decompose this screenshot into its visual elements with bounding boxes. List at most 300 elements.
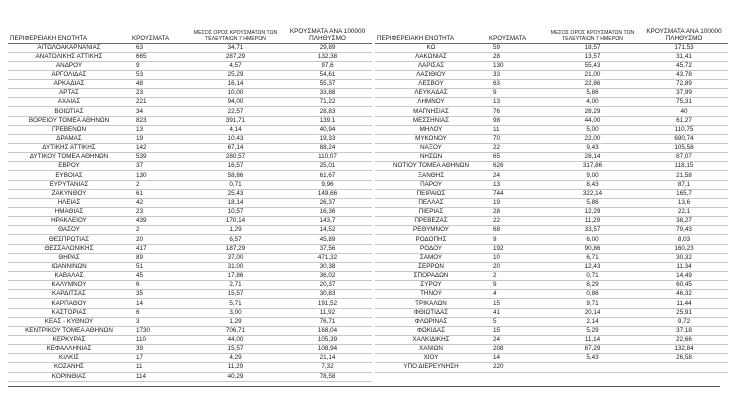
rate-cell: 14,49 bbox=[676, 272, 692, 280]
cases-cell: 65 bbox=[493, 153, 501, 161]
region-cell: ΘΕΣΠΡΩΤΙΑΣ bbox=[48, 235, 90, 243]
region-cell: ΕΒΡΟΥ bbox=[58, 162, 80, 170]
region-cell: ΦΘΙΩΤΙΔΑΣ bbox=[413, 308, 449, 316]
cases-cell: 130 bbox=[493, 61, 504, 69]
cases-cell: 34 bbox=[136, 107, 144, 115]
region-cell: ΑΡΓΟΛΙΔΑΣ bbox=[51, 70, 87, 78]
cases-cell: 192 bbox=[493, 244, 504, 252]
region-cell: ΧΑΛΚΙΔΙΚΗΣ bbox=[412, 336, 450, 344]
region-cell: ΦΩΚΙΔΑΣ bbox=[417, 326, 445, 334]
avg-cell: 33,57 bbox=[584, 226, 601, 234]
cases-cell: 439 bbox=[136, 217, 147, 225]
avg-cell: 0,71 bbox=[229, 180, 242, 188]
avg-cell: 44,00 bbox=[584, 116, 601, 124]
region-cell: ΠΑΡΟΥ bbox=[420, 180, 442, 188]
rate-cell: 54,61 bbox=[319, 70, 336, 78]
region-cell: ΗΜΑΘΙΑΣ bbox=[54, 208, 84, 216]
region-cell: ΔΡΑΜΑΣ bbox=[56, 134, 82, 142]
table-row bbox=[8, 336, 372, 345]
table-row bbox=[8, 61, 372, 70]
avg-cell: 6,57 bbox=[229, 235, 242, 243]
avg-cell: 11,14 bbox=[584, 336, 601, 344]
table-row bbox=[8, 80, 372, 89]
avg-cell: 5,86 bbox=[586, 89, 599, 97]
avg-cell: 15,57 bbox=[227, 345, 244, 353]
region-cell: ΛΑΣΙΘΙΟΥ bbox=[416, 70, 446, 78]
region-cell: ΛΕΣΒΟΥ bbox=[418, 80, 444, 88]
region-cell: ΑΡΤΑΣ bbox=[59, 89, 79, 97]
region-cell: ΔΥΤΙΚΗΣ ΑΤΤΙΚΗΣ bbox=[42, 144, 96, 152]
rate-cell: 72,89 bbox=[676, 80, 692, 88]
rate-cell: 11,92 bbox=[319, 308, 336, 316]
avg-cell: 4,57 bbox=[229, 61, 242, 69]
cases-cell: 4 bbox=[493, 290, 497, 298]
cases-cell: 1730 bbox=[136, 326, 151, 334]
rate-cell bbox=[640, 363, 728, 372]
rate-cell: 149,66 bbox=[317, 189, 338, 197]
region-cell: ΠΕΛΛΑΣ bbox=[418, 198, 444, 206]
table-row bbox=[8, 262, 372, 271]
region-cell: ΥΠΟ ΔΙΕΡΕΥΝΗΣΗ bbox=[403, 363, 459, 371]
region-cell: ΑΝΑΤΟΛΙΚΗΣ ΑΤΤΙΚΗΣ bbox=[35, 52, 103, 60]
rate-cell: 36,02 bbox=[319, 272, 336, 280]
avg-cell: 12,29 bbox=[584, 208, 601, 216]
avg-cell: 31,00 bbox=[227, 262, 244, 270]
region-cell: ΙΩΑΝΝΙΝΩΝ bbox=[51, 262, 87, 270]
rate-cell: 88,24 bbox=[319, 144, 336, 152]
region-cell: ΑΡΚΑΔΙΑΣ bbox=[53, 80, 85, 88]
left-table-body bbox=[8, 43, 372, 381]
rate-cell: 690,74 bbox=[674, 134, 694, 142]
table-row bbox=[375, 171, 728, 180]
avg-cell: 317,86 bbox=[582, 162, 603, 170]
table-row bbox=[375, 98, 728, 107]
rate-cell: 21,58 bbox=[676, 171, 692, 179]
rate-cell: 132,38 bbox=[317, 52, 338, 60]
cases-cell: 15 bbox=[493, 299, 501, 307]
rate-cell: 105,58 bbox=[674, 144, 694, 152]
cases-cell: 626 bbox=[493, 162, 504, 170]
avg-cell: 28,29 bbox=[584, 107, 601, 115]
table-row bbox=[8, 217, 372, 226]
header-cases-per-100k: ΚΡΟΥΣΜΑΤΑ ΑΝΑ 100000 ΠΛΗΘΥΣΜΟ bbox=[646, 27, 722, 42]
region-cell: ΑΧΑΪΑΣ bbox=[57, 98, 81, 106]
table-row bbox=[375, 89, 728, 98]
rate-cell: 168,04 bbox=[317, 326, 338, 334]
cases-cell: 42 bbox=[136, 198, 144, 206]
avg-cell: 10,00 bbox=[227, 89, 244, 97]
region-cell: ΕΥΡΥΤΑΝΙΑΣ bbox=[49, 180, 89, 188]
cases-cell: 22 bbox=[493, 217, 501, 225]
cases-cell: 68 bbox=[493, 226, 501, 234]
table-row bbox=[375, 235, 728, 244]
table-row bbox=[8, 180, 372, 189]
avg-cell: 58,86 bbox=[227, 171, 244, 179]
cases-cell: 2 bbox=[136, 180, 140, 188]
region-cell: ΑΝΔΡΟΥ bbox=[55, 61, 83, 69]
table-row bbox=[8, 43, 372, 52]
cases-cell: 51 bbox=[136, 262, 144, 270]
table-row bbox=[8, 363, 372, 372]
rate-cell: 87,07 bbox=[676, 153, 692, 161]
avg-cell: 9,43 bbox=[586, 144, 599, 152]
avg-cell: 28,14 bbox=[584, 153, 601, 161]
table-row bbox=[8, 116, 372, 125]
table-row bbox=[375, 144, 728, 153]
avg-cell: 391,71 bbox=[225, 116, 246, 124]
region-cell: ΚΕΦΑΛΛΗΝΙΑΣ bbox=[46, 345, 92, 353]
region-cell: ΗΡΑΚΛΕΙΟΥ bbox=[51, 217, 87, 225]
table-row bbox=[8, 198, 372, 207]
region-cell: ΠΙΕΡΙΑΣ bbox=[418, 208, 444, 216]
rate-cell: 8,03 bbox=[677, 235, 691, 243]
region-cell: ΞΑΝΘΗΣ bbox=[417, 171, 445, 179]
region-cell: ΚΟΡΙΝΘΙΑΣ bbox=[51, 372, 87, 380]
region-cell: ΘΗΡΑΣ bbox=[58, 253, 80, 261]
cases-cell: 417 bbox=[136, 244, 147, 252]
avg-cell: 8,43 bbox=[586, 180, 599, 188]
rate-cell: 55,37 bbox=[319, 80, 336, 88]
region-cell: ΗΛΕΙΑΣ bbox=[57, 198, 81, 206]
table-row bbox=[8, 189, 372, 198]
rate-cell: 11,34 bbox=[676, 262, 692, 270]
cases-cell: 28 bbox=[493, 208, 501, 216]
rate-cell: 118,15 bbox=[674, 162, 694, 170]
region-cell: ΛΑΚΩΝΙΑΣ bbox=[415, 52, 447, 60]
table-row bbox=[375, 116, 728, 125]
region-cell: ΦΛΩΡΙΝΑΣ bbox=[414, 317, 448, 325]
region-cell: ΚΙΛΚΙΣ bbox=[59, 354, 79, 362]
region-cell: ΜΥΚΟΝΟΥ bbox=[415, 134, 447, 142]
region-cell: ΛΗΜΝΟΥ bbox=[417, 98, 445, 106]
cases-cell: 13 bbox=[493, 180, 501, 188]
table-row bbox=[375, 134, 728, 143]
avg-cell: 10,43 bbox=[227, 134, 244, 142]
table-row bbox=[375, 244, 728, 253]
avg-cell: 0,71 bbox=[586, 272, 599, 280]
rate-cell: 9,72 bbox=[677, 317, 691, 325]
rate-cell: 71,22 bbox=[319, 98, 336, 106]
region-cell: ΘΑΣΟΥ bbox=[58, 226, 80, 234]
region-cell: ΜΕΣΣΗΝΙΑΣ bbox=[412, 116, 450, 124]
cases-cell: 20 bbox=[136, 235, 144, 243]
avg-cell: 18,57 bbox=[584, 43, 601, 51]
rate-cell: 13,6 bbox=[677, 198, 691, 206]
header-region: ΠΕΡΙΦΕΡΕΙΑΚΗ ΕΝΟΤΗΤΑ bbox=[377, 34, 455, 42]
avg-cell bbox=[545, 363, 640, 372]
region-cell: ΣΑΜΟΥ bbox=[419, 253, 443, 261]
header-region: ΠΕΡΙΦΕΡΕΙΑΚΗ ΕΝΟΤΗΤΑ bbox=[10, 34, 88, 42]
rate-cell: 21,14 bbox=[319, 354, 336, 362]
cases-cell: 208 bbox=[493, 345, 504, 353]
header-7day-average: ΜΕΣΟΣ ΟΡΟΣ ΚΡΟΥΣΜΑΤΩΝ ΤΩΝ ΤΕΛΕΥΤΑΙΩΝ 7 ΗΜΕΡΩΝ bbox=[550, 29, 635, 42]
region-cell: ΛΕΥΚΑΔΑΣ bbox=[414, 89, 448, 97]
rate-cell: 75,31 bbox=[676, 98, 692, 106]
cases-cell: 89 bbox=[136, 253, 144, 261]
region-cell: ΚΕΡΚΥΡΑΣ bbox=[52, 336, 86, 344]
avg-cell: 22,00 bbox=[584, 134, 601, 142]
rate-cell: 110,07 bbox=[318, 153, 337, 161]
table-row bbox=[8, 345, 372, 354]
avg-cell: 4,00 bbox=[586, 98, 599, 106]
rate-cell: 14,52 bbox=[319, 226, 336, 234]
avg-cell: 4,29 bbox=[229, 354, 242, 362]
region-cell: ΣΠΟΡΑΔΩΝ bbox=[413, 272, 449, 280]
cases-cell: 110 bbox=[136, 336, 147, 344]
cases-cell: 13 bbox=[136, 125, 144, 133]
rate-cell: 7,32 bbox=[321, 363, 334, 371]
rate-cell: 61,67 bbox=[319, 171, 336, 179]
cases-cell: 9 bbox=[136, 61, 140, 69]
cases-cell: 45 bbox=[136, 272, 144, 280]
right-cases-table bbox=[375, 20, 728, 373]
table-row bbox=[375, 262, 728, 271]
cases-cell: 33 bbox=[493, 70, 501, 78]
rate-cell: 16,36 bbox=[319, 208, 336, 216]
rate-cell: 171,53 bbox=[674, 43, 694, 51]
rate-cell: 22,66 bbox=[676, 336, 692, 344]
table-row bbox=[375, 363, 728, 372]
avg-cell: 5,86 bbox=[586, 198, 599, 206]
rate-cell: 37,99 bbox=[676, 89, 692, 97]
region-cell: ΤΗΝΟΥ bbox=[420, 290, 442, 298]
rate-cell: 19,33 bbox=[319, 134, 336, 142]
avg-cell: 2,14 bbox=[586, 317, 599, 325]
table-row bbox=[8, 235, 372, 244]
cases-cell: 744 bbox=[493, 189, 504, 197]
avg-cell: 2,71 bbox=[229, 281, 242, 289]
avg-cell: 22,57 bbox=[227, 107, 244, 115]
region-cell: ΡΟΔΟΥ bbox=[420, 244, 442, 252]
rate-cell: 30,83 bbox=[319, 290, 336, 298]
cases-cell: 221 bbox=[136, 98, 147, 106]
rate-cell: 37,56 bbox=[319, 244, 336, 252]
table-row bbox=[375, 70, 728, 79]
cases-cell: 35 bbox=[136, 290, 144, 298]
table-row bbox=[375, 354, 728, 363]
rate-cell: 110,75 bbox=[674, 125, 694, 133]
table-row bbox=[8, 226, 372, 235]
avg-cell: 16,14 bbox=[227, 80, 244, 88]
avg-cell: 1,29 bbox=[229, 226, 242, 234]
avg-cell: 94,00 bbox=[227, 98, 244, 106]
rate-cell: 132,84 bbox=[674, 345, 694, 353]
rate-cell: 30,32 bbox=[676, 253, 692, 261]
region-cell: ΚΩ bbox=[426, 43, 436, 51]
region-cell: ΜΗΛΟΥ bbox=[419, 125, 443, 133]
avg-cell: 706,71 bbox=[225, 326, 246, 334]
cases-cell: 39 bbox=[136, 345, 144, 353]
table-row bbox=[8, 372, 372, 381]
avg-cell: 20,14 bbox=[584, 308, 601, 316]
cases-cell: 59 bbox=[493, 43, 501, 51]
avg-cell: 16,57 bbox=[227, 162, 244, 170]
region-cell: ΝΑΞΟΥ bbox=[420, 144, 442, 152]
left-header-row bbox=[8, 20, 372, 43]
rate-cell: 471,32 bbox=[317, 253, 338, 261]
avg-cell: 37,00 bbox=[227, 253, 244, 261]
rate-cell: 29,89 bbox=[319, 43, 336, 51]
cases-cell: 23 bbox=[136, 208, 144, 216]
table-row bbox=[375, 198, 728, 207]
rate-cell: 11,44 bbox=[676, 299, 692, 307]
avg-cell: 1,29 bbox=[229, 317, 242, 325]
avg-cell: 13,57 bbox=[584, 52, 601, 60]
table-row bbox=[8, 125, 372, 134]
rate-cell: 108,94 bbox=[317, 345, 338, 353]
region-cell: ΚΑΒΑΛΑΣ bbox=[54, 272, 84, 280]
table-row bbox=[8, 299, 372, 308]
cases-cell: 17 bbox=[136, 354, 144, 362]
rate-cell: 31,41 bbox=[676, 52, 692, 60]
cases-cell: 665 bbox=[136, 52, 147, 60]
cases-cell: 539 bbox=[136, 153, 147, 161]
table-row bbox=[375, 52, 728, 61]
cases-cell: 76 bbox=[493, 107, 501, 115]
cases-cell: 37 bbox=[136, 162, 144, 170]
table-row bbox=[8, 354, 372, 363]
cases-cell: 23 bbox=[136, 89, 144, 97]
table-row bbox=[375, 153, 728, 162]
table-row bbox=[8, 253, 372, 262]
region-cell: ΤΡΙΚΑΛΩΝ bbox=[415, 299, 447, 307]
cases-cell: 19 bbox=[493, 198, 501, 206]
table-row bbox=[375, 43, 728, 52]
avg-cell: 280,57 bbox=[225, 153, 246, 161]
rate-cell: 76,71 bbox=[319, 317, 336, 325]
cases-cell: 63 bbox=[136, 43, 144, 51]
table-row bbox=[375, 61, 728, 70]
rate-cell: 20,37 bbox=[319, 281, 336, 289]
region-cell: ΑΙΤΩΛΟΑΚΑΡΝΑΝΙΑΣ bbox=[37, 43, 101, 51]
cases-cell: 14 bbox=[493, 354, 501, 362]
region-cell: ΧΑΝΙΩΝ bbox=[419, 345, 443, 353]
cases-cell: 142 bbox=[136, 144, 147, 152]
cases-cell: 24 bbox=[493, 336, 501, 344]
region-cell: ΚΑΛΥΜΝΟΥ bbox=[51, 281, 87, 289]
rate-cell: 25,91 bbox=[676, 308, 692, 316]
rate-cell: 139,1 bbox=[319, 116, 336, 124]
avg-cell: 8,29 bbox=[586, 281, 599, 289]
table-row bbox=[375, 299, 728, 308]
table-row bbox=[8, 144, 372, 153]
header-cases-per-100k: ΚΡΟΥΣΜΑΤΑ ΑΝΑ 100000 ΠΛΗΘΥΣΜΟ bbox=[289, 27, 366, 42]
rate-cell: 78,58 bbox=[319, 372, 336, 380]
region-cell: ΣΕΡΡΩΝ bbox=[418, 262, 444, 270]
table-row bbox=[8, 153, 372, 162]
cases-cell: 28 bbox=[493, 52, 501, 60]
table-row bbox=[8, 208, 372, 217]
right-table-panel bbox=[375, 20, 728, 373]
rate-cell: 38,27 bbox=[676, 217, 692, 225]
rate-cell: 160,23 bbox=[674, 244, 694, 252]
table-row bbox=[375, 336, 728, 345]
avg-cell: 25,29 bbox=[227, 70, 244, 78]
cases-cell: 2 bbox=[493, 272, 497, 280]
table-row bbox=[8, 272, 372, 281]
avg-cell: 6,00 bbox=[586, 235, 599, 243]
cases-cell: 61 bbox=[136, 189, 144, 197]
left-cases-table bbox=[8, 20, 372, 382]
avg-cell: 5,29 bbox=[586, 326, 599, 334]
table-row bbox=[8, 171, 372, 180]
table-row bbox=[375, 180, 728, 189]
avg-cell: 18,14 bbox=[227, 198, 244, 206]
rate-cell: 79,43 bbox=[676, 226, 692, 234]
rate-cell: 40 bbox=[680, 107, 688, 115]
cases-cell: 9 bbox=[493, 281, 497, 289]
avg-cell: 90,86 bbox=[584, 244, 601, 252]
region-cell: ΔΥΤΙΚΟΥ ΤΟΜΕΑ ΑΘΗΝΩΝ bbox=[29, 153, 109, 161]
avg-cell: 11,29 bbox=[584, 217, 601, 225]
avg-cell: 22,86 bbox=[584, 80, 601, 88]
region-cell: ΚΑΣΤΟΡΙΑΣ bbox=[51, 308, 87, 316]
cases-cell: 9 bbox=[493, 89, 497, 97]
cases-cell: 13 bbox=[493, 98, 501, 106]
rate-cell: 26,58 bbox=[676, 354, 692, 362]
region-cell: ΝΗΣΩΝ bbox=[419, 153, 443, 161]
rate-cell: 26,37 bbox=[319, 198, 336, 206]
table-row bbox=[8, 107, 372, 116]
cases-cell: 70 bbox=[493, 134, 501, 142]
rate-cell: 60,45 bbox=[676, 281, 692, 289]
region-cell: ΘΕΣΣΑΛΟΝΙΚΗΣ bbox=[44, 244, 94, 252]
region-cell: ΚΟΖΑΝΗΣ bbox=[54, 363, 84, 371]
cases-cell: 6 bbox=[136, 281, 140, 289]
table-row bbox=[375, 189, 728, 198]
cases-cell: 15 bbox=[493, 326, 501, 334]
table-row bbox=[8, 281, 372, 290]
region-cell: ΣΥΡΟΥ bbox=[420, 281, 442, 289]
avg-cell: 6,71 bbox=[586, 253, 599, 261]
cases-cell: 14 bbox=[136, 299, 144, 307]
table-row bbox=[8, 134, 372, 143]
table-row bbox=[375, 253, 728, 262]
table-row bbox=[8, 70, 372, 79]
table-row bbox=[375, 317, 728, 326]
avg-cell: 3,00 bbox=[229, 308, 242, 316]
table-row bbox=[375, 308, 728, 317]
avg-cell: 55,43 bbox=[584, 61, 601, 69]
cases-cell: 823 bbox=[136, 116, 147, 124]
table-row bbox=[375, 217, 728, 226]
rate-cell: 43,78 bbox=[676, 70, 692, 78]
table-row bbox=[8, 308, 372, 317]
region-cell: ΚΕΝΤΡΙΚΟΥ ΤΟΜΕΑ ΑΘΗΝΩΝ bbox=[25, 326, 113, 334]
cases-cell: 3 bbox=[136, 317, 140, 325]
avg-cell: 170,14 bbox=[225, 217, 246, 225]
avg-cell: 0,86 bbox=[586, 290, 599, 298]
avg-cell: 40,29 bbox=[227, 372, 244, 380]
avg-cell: 9,00 bbox=[586, 171, 599, 179]
region-cell: ΜΑΓΝΗΣΙΑΣ bbox=[413, 107, 449, 115]
rate-cell: 46,32 bbox=[676, 290, 692, 298]
region-cell: ΝΟΤΙΟΥ ΤΟΜΕΑ ΑΘΗΝΩΝ bbox=[392, 162, 470, 170]
table-row bbox=[8, 326, 372, 335]
avg-cell: 87,29 bbox=[584, 345, 601, 353]
table-row bbox=[375, 107, 728, 116]
rate-cell: 61,27 bbox=[676, 116, 692, 124]
rate-cell: 97,6 bbox=[321, 61, 334, 69]
region-cell: ΒΟΙΩΤΙΑΣ bbox=[54, 107, 84, 115]
rate-cell: 37,18 bbox=[676, 326, 692, 334]
avg-cell: 12,43 bbox=[584, 262, 601, 270]
rate-cell: 40,94 bbox=[319, 125, 336, 133]
avg-cell: 67,14 bbox=[227, 144, 244, 152]
cases-cell: 220 bbox=[493, 363, 504, 371]
right-header-row bbox=[375, 20, 728, 43]
avg-cell: 5,43 bbox=[586, 354, 599, 362]
